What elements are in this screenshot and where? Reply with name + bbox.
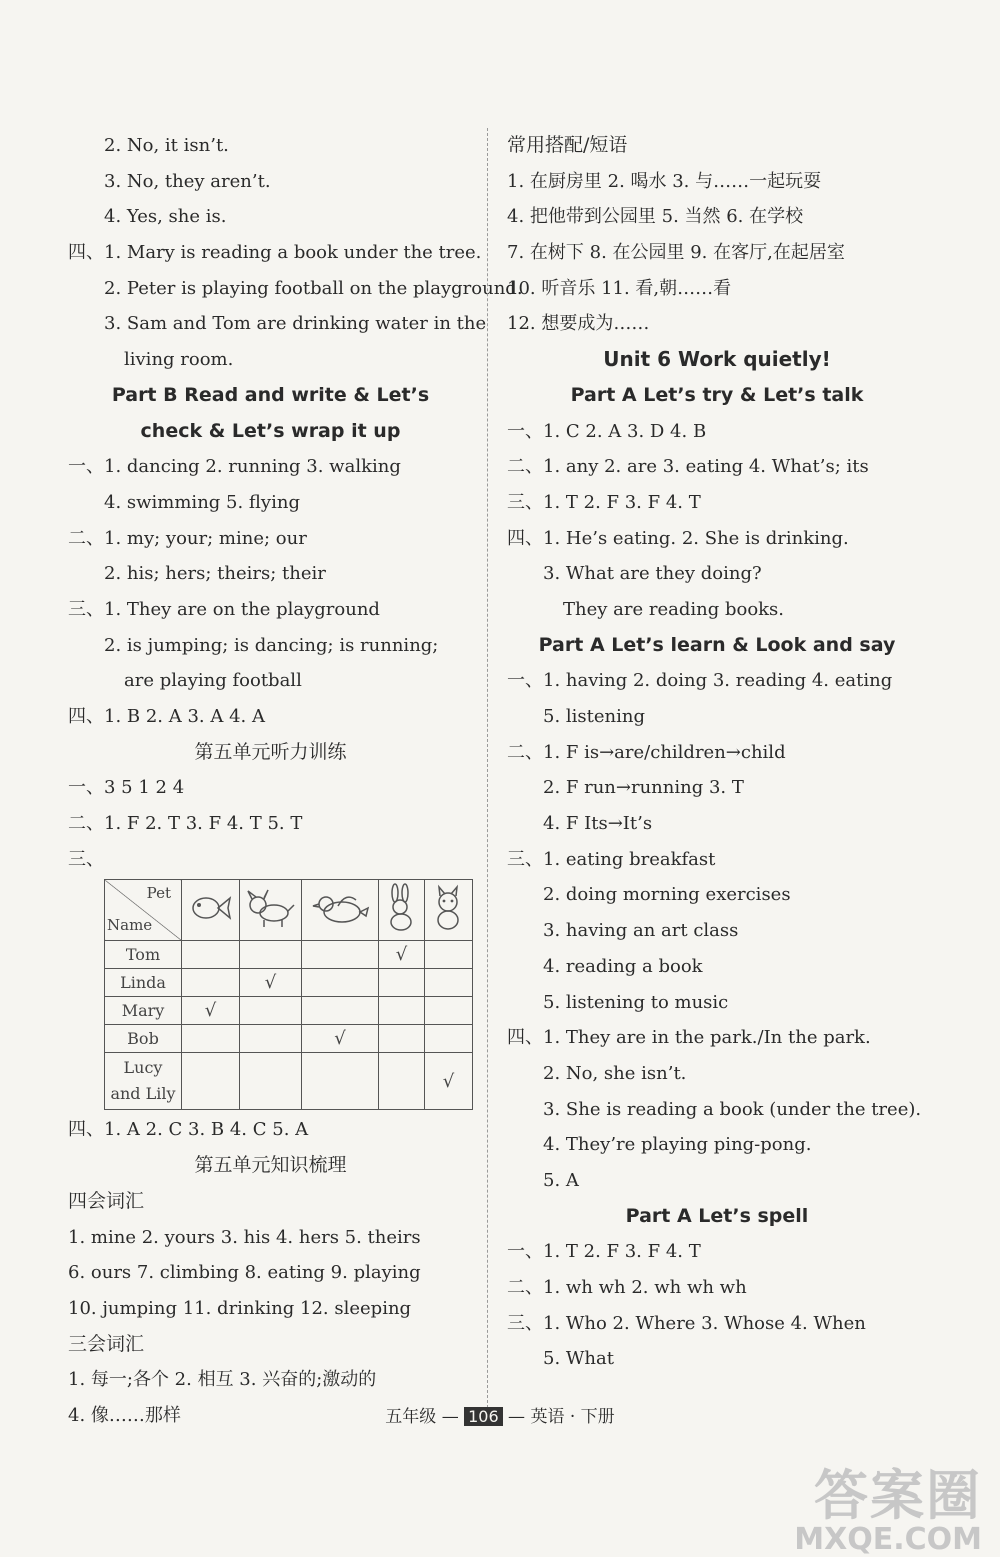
answer-line: 2. his; hers; theirs; their (104, 563, 326, 585)
check-cell: √ (301, 1025, 378, 1053)
watermark-line-2: MXQE.COM (794, 1522, 982, 1557)
footer-dash: — (441, 1407, 465, 1427)
answer-line: They are reading books. (563, 598, 785, 620)
check-cell: √ (378, 941, 424, 969)
answer-line: 一、3 5 1 2 4 (68, 777, 185, 799)
unit-title: Unit 6 Work quietly! (603, 347, 831, 372)
section-heading: 第五单元知识梳理 (194, 1154, 347, 1177)
answer-line: 3. having an art class (543, 920, 739, 942)
answer-line: 4. 把他带到公园里 5. 当然 6. 在学校 (507, 206, 804, 228)
check-cell (181, 941, 239, 969)
table-row (105, 969, 473, 997)
answer-line: are playing football (124, 670, 302, 692)
table-row (105, 941, 473, 969)
watermark-logo (794, 1464, 982, 1557)
section-heading: Part B Read and write & Let’s (111, 383, 430, 406)
answer-line: 一、1. dancing 2. running 3. walking (68, 456, 401, 478)
answer-line: 三、1. Who 2. Where 3. Whose 4. When (507, 1312, 866, 1334)
subsection-heading: 常用搭配/短语 (507, 134, 628, 156)
answer-line: 4. They’re playing ping-pong. (543, 1134, 812, 1156)
answer-line: 5. What (543, 1348, 614, 1370)
answer-line: 二、1. any 2. are 3. eating 4. What’s; its (507, 456, 869, 478)
table-row (105, 1053, 473, 1110)
check-cell (239, 941, 301, 969)
page-number: 106 (464, 1407, 503, 1426)
check-cell: √ (239, 969, 301, 997)
pet-table (104, 879, 473, 1110)
cat-icon (424, 880, 472, 941)
answer-line: 4. Yes, she is. (104, 206, 227, 228)
check-cell (239, 1025, 301, 1053)
answer-lines (68, 1112, 473, 1433)
student-name-cell: Lucy and Lily (105, 1053, 182, 1110)
answer-line: 6. ours 7. climbing 8. eating 9. playing (68, 1262, 421, 1284)
subsection-heading: 四会词汇 (68, 1189, 145, 1212)
student-name-cell: Linda (105, 969, 182, 997)
answer-line: 4. swimming 5. flying (104, 491, 300, 513)
watermark-line-1: 答案圈 (814, 1464, 982, 1527)
check-cell (378, 1025, 424, 1053)
check-cell (424, 969, 472, 997)
answer-line: 12. 想要成为…… (507, 313, 650, 335)
check-cell (378, 1053, 424, 1110)
answer-line: living room. (124, 349, 234, 371)
answer-line: 4. reading a book (543, 955, 703, 977)
section-heading: 第五单元听力训练 (194, 740, 347, 763)
section-heading: Part A Let’s spell (625, 1204, 809, 1227)
footer-dash: — (502, 1407, 531, 1427)
right-column (507, 128, 927, 1377)
answer-line: 7. 在树下 8. 在公园里 9. 在客厅,在起居室 (507, 242, 845, 264)
section-label: 三、 (68, 848, 104, 870)
footer-grade: 五年级 (385, 1407, 437, 1427)
answer-line: 10. 听音乐 11. 看,朝……看 (507, 277, 732, 299)
answer-line: 一、1. having 2. doing 3. reading 4. eating (507, 670, 893, 692)
answer-line: 5. listening (543, 706, 645, 727)
subsection-heading: 三会词汇 (68, 1332, 145, 1355)
answer-line: 一、1. C 2. A 3. D 4. B (507, 420, 707, 442)
answer-line: 四、1. They are in the park./In the park. (507, 1027, 871, 1049)
answer-line: 1. mine 2. yours 3. his 4. hers 5. theirs (68, 1226, 421, 1248)
table-row (105, 997, 473, 1025)
column-divider (487, 128, 488, 1418)
answer-line: 一、1. T 2. F 3. F 4. T (507, 1241, 701, 1263)
pet-table-block (68, 842, 473, 878)
answer-line: 二、1. F 2. T 3. F 4. T 5. T (68, 813, 303, 835)
page-footer (0, 1402, 1000, 1427)
check-cell (181, 969, 239, 997)
answer-line: 2. doing morning exercises (543, 884, 791, 906)
goldfish-icon (181, 880, 239, 941)
check-cell (378, 997, 424, 1025)
rabbit-icon (378, 880, 424, 941)
answer-line: 5. A (543, 1169, 579, 1191)
answer-line: 2. Peter is playing football on the playground. (104, 277, 523, 299)
check-cell (378, 969, 424, 997)
check-cell (301, 969, 378, 997)
answer-line: 5. listening to music (543, 991, 729, 1013)
answer-line: 三、1. eating breakfast (507, 848, 716, 870)
answer-lines (507, 128, 927, 1377)
answer-line: 2. No, she isn’t. (543, 1062, 687, 1084)
check-cell (301, 941, 378, 969)
student-name-cell: Mary (105, 997, 182, 1025)
dog-icon (239, 880, 301, 941)
check-cell (239, 1053, 301, 1110)
answer-line: 3. What are they doing? (543, 563, 762, 585)
check-cell (301, 1053, 378, 1110)
diagonal-header-cell (105, 880, 182, 941)
answer-line: 3. Sam and Tom are drinking water in the (104, 313, 487, 335)
answer-line: 3. She is reading a book (under the tree). (543, 1098, 922, 1120)
pet-table-body (105, 941, 473, 1110)
answer-line: 1. 在厨房里 2. 喝水 3. 与……一起玩耍 (507, 170, 822, 192)
answer-line: 四、1. Mary is reading a book under the tree. (68, 242, 482, 264)
answer-line: 10. jumping 11. drinking 12. sleeping (68, 1297, 412, 1319)
answer-line: 2. is jumping; is dancing; is running; (104, 634, 439, 656)
answer-line: 二、1. wh wh 2. wh wh wh (507, 1277, 747, 1298)
check-cell (424, 1025, 472, 1053)
bird-icon (301, 880, 378, 941)
answer-line: 四、1. A 2. C 3. B 4. C 5. A (68, 1119, 309, 1141)
section-heading: Part A Let’s learn & Look and say (538, 633, 896, 656)
answer-line: 2. No, it isn’t. (104, 135, 229, 156)
check-cell (301, 997, 378, 1025)
answer-line: 二、1. F is→are/children→child (507, 741, 786, 763)
table-header-row (105, 880, 473, 941)
student-name-cell: Tom (105, 941, 182, 969)
check-cell (181, 1025, 239, 1053)
footer-subject: 英语 · 下册 (530, 1407, 615, 1427)
section-heading: Part A Let’s try & Let’s talk (570, 383, 864, 406)
student-name-cell: Bob (105, 1025, 182, 1053)
answer-line: 1. 每一;各个 2. 相互 3. 兴奋的;激动的 (68, 1369, 377, 1391)
answer-lines (68, 128, 523, 842)
table-row (105, 1025, 473, 1053)
name-header-label: Name (107, 916, 153, 935)
answer-line: 4. F Its→It’s (543, 813, 653, 835)
check-cell: √ (181, 997, 239, 1025)
pet-header-label: Pet (146, 884, 171, 903)
check-cell (239, 997, 301, 1025)
answer-line: 2. F run→running 3. T (543, 777, 744, 799)
answer-line: 三、1. They are on the playground (68, 598, 380, 620)
answer-line: 3. No, they aren’t. (104, 170, 271, 192)
answer-line: 四、1. B 2. A 3. A 4. A (68, 706, 265, 727)
answer-line: 4. 像……那样 (68, 1404, 181, 1426)
check-cell (424, 941, 472, 969)
answer-line: 三、1. T 2. F 3. F 4. T (507, 491, 701, 513)
check-cell (424, 997, 472, 1025)
section-heading: check & Let’s wrap it up (140, 419, 401, 442)
check-cell (181, 1053, 239, 1110)
answer-line: 二、1. my; your; mine; our (68, 527, 307, 549)
answer-line: 四、1. He’s eating. 2. She is drinking. (507, 527, 849, 549)
check-cell: √ (424, 1053, 472, 1110)
